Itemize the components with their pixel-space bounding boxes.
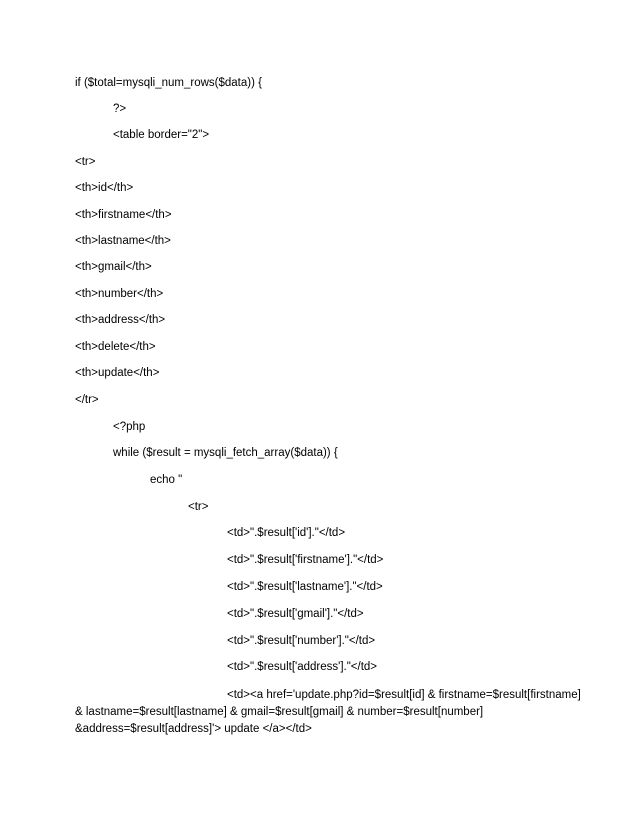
code-line-18: <td>".$result['id']."</td> [227,527,346,539]
code-line-17: <tr> [188,501,209,513]
code-line-19: <td>".$result['firstname']."</td> [227,554,384,566]
code-line-16: echo " [150,474,183,486]
code-line-6: <th>firstname</th> [75,209,172,221]
code-line-24-part-3: &address=$result[address]'> update </a></td> [75,723,312,735]
code-line-10: <th>address</th> [75,314,166,326]
code-line-4: <tr> [75,156,96,168]
code-line-12: <th>update</th> [75,367,160,379]
code-line-24-wrapped [75,687,581,738]
code-line-24-part-1: <td><a href='update.php?id=$result[id] & firstname=$result[firstname] [227,689,581,701]
code-line-7: <th>lastname</th> [75,235,171,247]
code-line-21: <td>".$result['gmail']."</td> [227,608,364,620]
code-line-14: <?php [113,421,146,433]
code-line-1: if ($total=mysqli_num_rows($data)) { [75,77,262,89]
code-line-8: <th>gmail</th> [75,261,152,273]
code-line-13: </tr> [75,394,99,406]
code-line-24-part-2: & lastname=$result[lastname] & gmail=$result[gmail] & number=$result[number] [75,706,484,718]
code-line-2: ?> [113,103,127,115]
code-line-3: <table border="2"> [113,129,210,141]
code-line-11: <th>delete</th> [75,341,156,353]
code-line-5: <th>id</th> [75,182,134,194]
code-line-23: <td>".$result['address']."</td> [227,661,378,673]
code-line-20: <td>".$result['lastname']."</td> [227,581,383,593]
code-line-15: while ($result = mysqli_fetch_array($data)) { [113,447,338,459]
code-line-22: <td>".$result['number']."</td> [227,635,376,647]
code-line-9: <th>number</th> [75,288,164,300]
